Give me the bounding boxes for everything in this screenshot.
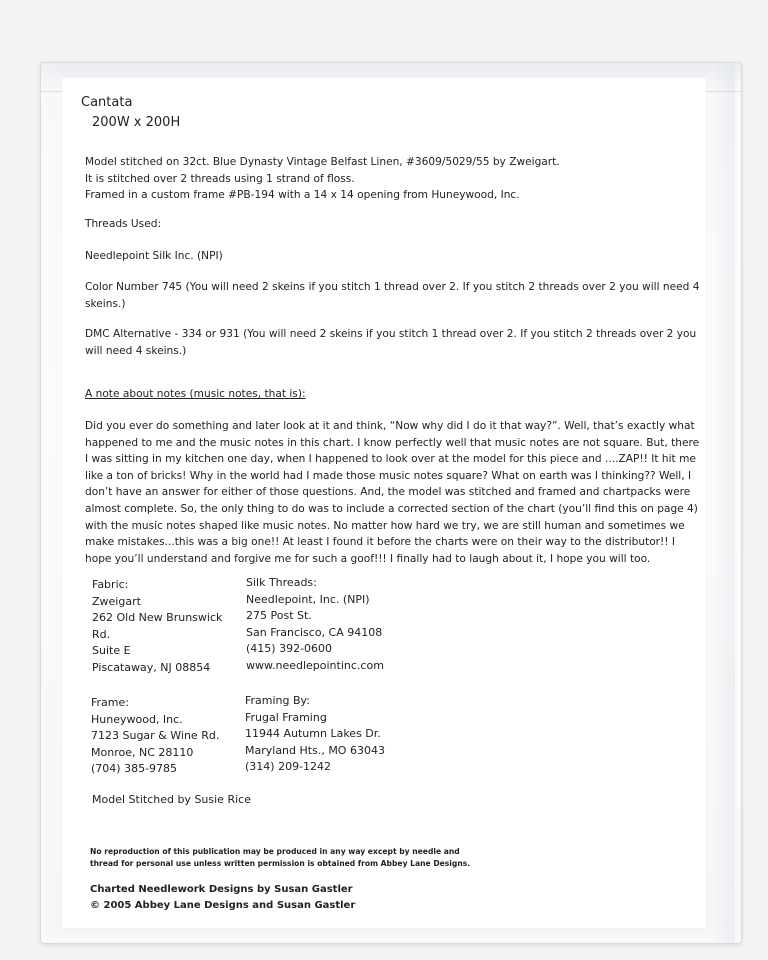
address-line: Framing By: [245, 694, 310, 707]
frame-address [91, 695, 219, 778]
address-line: Piscataway, NJ 08854 [92, 660, 211, 674]
framing-by-address [245, 693, 385, 776]
model-line: Framed in a custom frame #PB-194 with a 14 x 14 opening from Huneywood, Inc. [85, 189, 520, 202]
note-body: Did you ever do something and later look at it and think, “Now why did I do it that way?”. Well, that’s exactly what happened to me and the music notes in this chart. I know perfectly well that music notes are not square. But, there I was sitting in my kitchen one day, when I happened to look over at the model for this piece and ....ZAP!! It hit me like a ton of bricks! Why in the world had I made those music notes square? What on earth was I thinking?? Well, I don’t have an answer for either of those questions. And, the model was stitched and framed and chartpacks were almost complete. So, the only thing to do was to include a corrected section of the chart (you’ll find this on page 4) with the music notes shaped like music notes. No matter how hard we try, we are still human and sometimes we make mistakes...this was a big one!! At least I found it before the charts were on their way to the distributor!! I hope you’ll understand and forgive me for such a goof!!! I finally had to laugh about it, I hope you will too. [85, 420, 700, 565]
silk-threads-address [246, 575, 384, 674]
dmc-alternative: DMC Alternative - 334 or 931 (You will need 2 skeins if you stitch 1 thread over 2. If you stitch 2 threads over 2 you will need 4 skeins.) [85, 328, 697, 357]
model-info [85, 154, 700, 204]
legal-line: No reproduction of this publication may be produced in any way except by needle and [90, 847, 460, 856]
address-line: Zweigart [92, 594, 141, 608]
designer-credit [90, 882, 355, 914]
address-line: Suite E [92, 644, 131, 657]
fabric-address [92, 577, 222, 676]
credit-line: © 2005 Abbey Lane Designs and Susan Gastler [90, 900, 356, 911]
address-line: www.needlepointinc.com [246, 658, 384, 672]
address-line: 275 Post St. [246, 609, 312, 622]
copyright-notice [90, 846, 470, 870]
address-line: Needlepoint, Inc. (NPI) [246, 592, 370, 606]
color-number: Color Number 745 (You will need 2 skeins if you stitch 1 thread over 2. If you stitch 2 threads over 2 you will need 4 skeins.) [85, 281, 700, 310]
address-line: (415) 392-0600 [246, 642, 333, 655]
design-title: Cantata [81, 95, 133, 110]
address-line: 262 Old New Brunswick [92, 611, 223, 624]
address-line: 7123 Sugar & Wine Rd. [91, 729, 220, 742]
credit-line: Charted Needlework Designs by Susan Gastler [90, 884, 353, 895]
model-line: It is stitched over 2 threads using 1 strand of floss. [85, 172, 355, 185]
address-line: 11944 Autumn Lakes Dr. [245, 727, 381, 740]
address-line: (704) 385-9785 [91, 762, 178, 775]
address-line: Fabric: [92, 578, 129, 591]
address-line: Maryland Hts., MO 63043 [245, 743, 385, 757]
legal-line: thread for personal use unless written permission is obtained from Abbey Lane Designs. [90, 859, 471, 868]
address-line: (314) 209-1242 [245, 760, 332, 773]
model-stitched-by: Model Stitched by Susie Rice [92, 793, 251, 806]
address-line: Huneywood, Inc. [91, 712, 183, 726]
threads-brand: Needlepoint Silk Inc. (NPI) [85, 250, 223, 262]
design-size: 200W x 200H [92, 115, 181, 130]
note-heading: A note about notes (music notes, that is): [85, 388, 306, 400]
address-line: Silk Threads: [246, 576, 317, 589]
model-line: Model stitched on 32ct. Blue Dynasty Vintage Belfast Linen, #3609/5029/55 by Zweigart. [85, 156, 560, 168]
address-line: Monroe, NC 28110 [91, 745, 194, 759]
address-line: Frugal Framing [245, 710, 327, 724]
threads-heading: Threads Used: [85, 218, 162, 230]
address-line: San Francisco, CA 94108 [246, 625, 383, 639]
address-line: Frame: [91, 696, 129, 709]
address-line: Rd. [92, 627, 111, 641]
